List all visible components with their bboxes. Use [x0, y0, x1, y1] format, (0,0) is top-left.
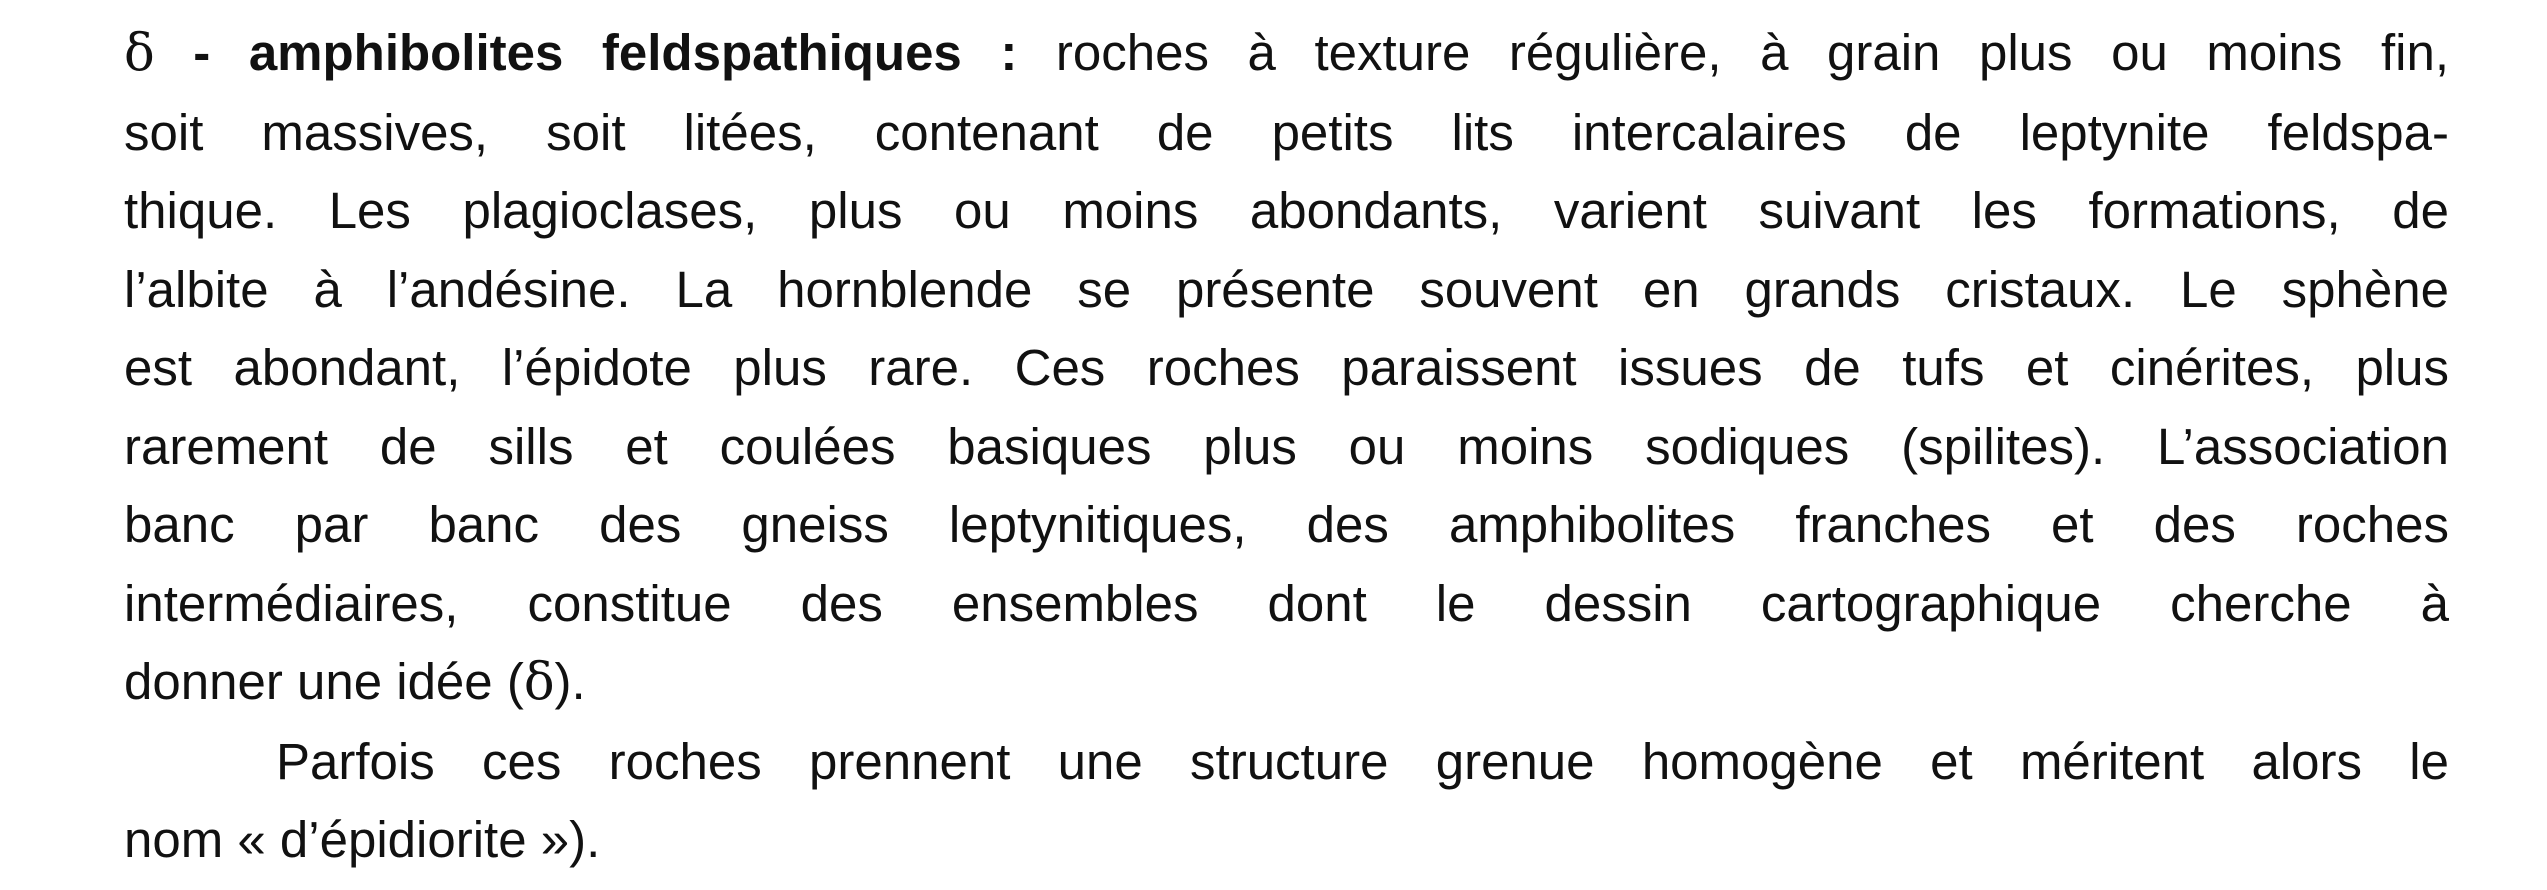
paragraph-1-line-1	[124, 14, 2449, 94]
paragraph-1-line-2: soit massives, soit litées, contenant de petits lits intercalaires de leptynite feldspa-	[124, 103, 2449, 161]
paragraph-1-line-6: rarement de sills et coulées basiques plus ou moins sodiques (spilites). L’association	[124, 417, 2449, 475]
text-block	[124, 14, 2449, 880]
paragraph-1-line-5: est abondant, l’épidote plus rare. Ces roches paraissent issues de tufs et cinérites, plus	[124, 339, 2449, 396]
line-text: roches à texture régulière, à grain plus ou moins fin,	[1017, 24, 2449, 81]
delta-symbol: δ	[124, 24, 155, 83]
line-text-end: ).	[554, 653, 586, 710]
paragraph-1-line-8: intermédiaires, constitue des ensembles dont le dessin cartographique cherche à	[124, 574, 2449, 632]
paragraph-1-line-3: thique. Les plagioclases, plus ou moins abondants, varient suivant les formations, de	[124, 182, 2449, 239]
line-text-start: donner une idée (	[124, 653, 524, 710]
paragraph-2-line-2: nom « d’épidiorite »).	[124, 811, 601, 868]
paragraph-1-line-9	[124, 643, 2449, 723]
section-heading: - amphibolites feldspathiques :	[154, 24, 1018, 81]
delta-symbol-inline: δ	[523, 653, 555, 712]
paragraph-1-line-4: l’albite à l’andésine. La hornblende se présente souvent en grands cristaux. Le sphène	[124, 260, 2449, 318]
paragraph-2-line-1: Parfois ces roches prennent une structure grenue homogène et méritent alors le	[276, 732, 2449, 790]
paragraph-1-line-7: banc par banc des gneiss leptynitiques, des amphibolites franches et des roches	[124, 496, 2449, 553]
